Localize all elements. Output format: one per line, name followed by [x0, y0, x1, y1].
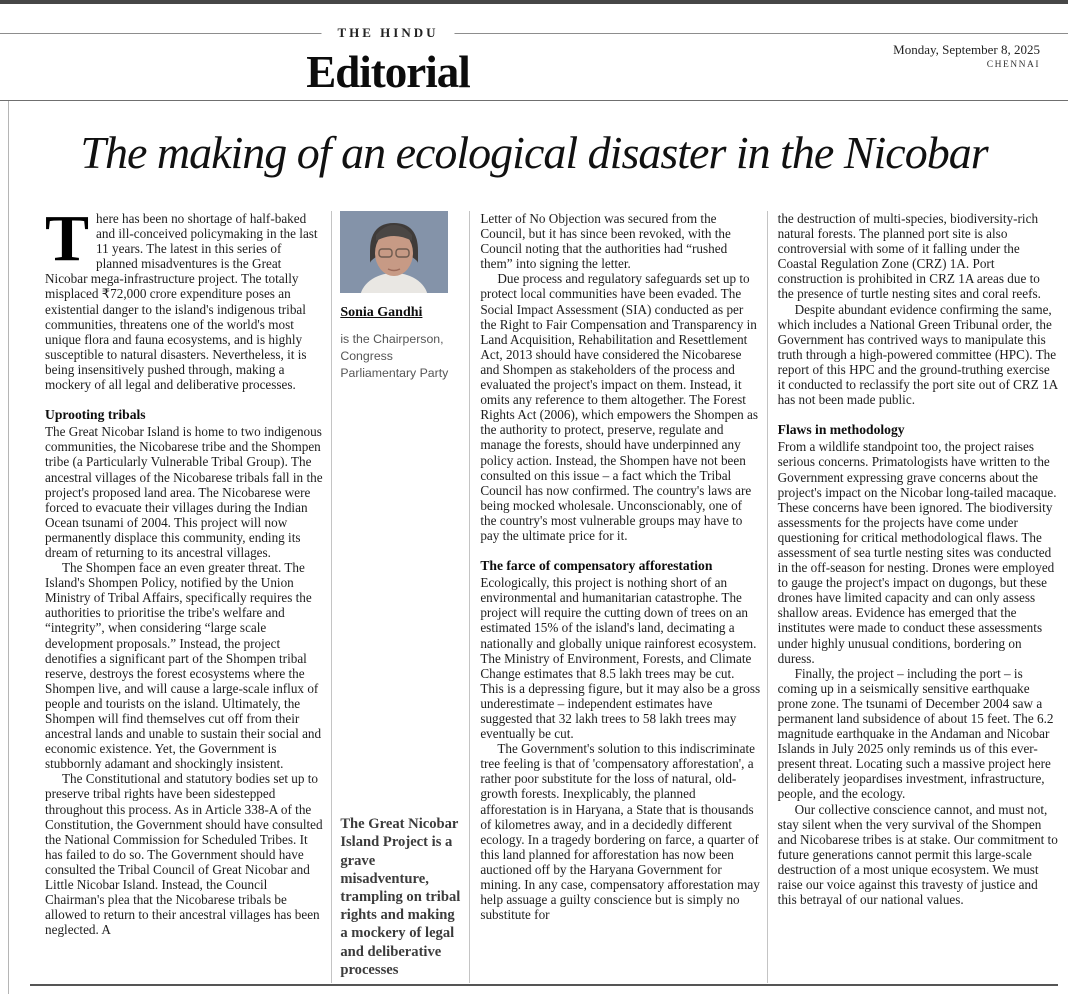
paragraph: Finally, the project – including the port – is coming up in a seismically sensitive earthquake prone zone. The tsunami of December 2004 saw a permanent land subsidence of about 15 feet. The 6.2 magnitude earthquake in the Andaman and Nicobar Islands in July 2025 only reminds us of this ever-present threat. Locating such a massive project here deliberately jeopardises investment, infrastructure, people, and the ecology.: [777, 665, 1054, 802]
dateline: [893, 42, 1040, 70]
text-column-3: [768, 211, 1058, 983]
paragraph: Ecologically, this project is nothing short of an environmental and humanitarian catastrophe. The project will require the cutting down of trees on an estimated 15% of the island's land, decimating a nationally and globally unique rainforest ecosystem. The Ministry of Environment, Forests, and Climate Change estimates that 8.5 lakh trees may be cut. This is a depressing figure, but it may also be a gross underestimate – independent estimates have suggested that 32 lakh trees to 58 lakh trees may eventually be cut.: [480, 575, 761, 742]
masthead-top-rule: [0, 33, 1068, 34]
page-bottom-rule: [30, 984, 1058, 986]
section-heading-compensatory-afforestation: The farce of compensatory afforestation: [480, 558, 713, 574]
paragraph: The Government's solution to this indiscriminate tree feeling is that of 'compensatory afforestation', a rather poor substitute for the loss of natural, old-growth forests. Inexplicably, the planned afforestation is in Haryana, a State that is thousands of kilometres away, and in a decidedly different ecology. In a tragedy bordering on farce, a quarter of this land planned for afforestation has now been auctioned off by the Haryana Government for mining. In any case, compensatory afforestation may help assuage a guilty conscience but is simply no substitute for: [480, 741, 760, 923]
section-title: Editorial: [306, 47, 470, 97]
paper-name: THE HINDU: [321, 25, 454, 41]
section-heading-flaws-in-methodology: Flaws in methodology: [777, 422, 905, 438]
text-column-1: [45, 211, 331, 983]
city-text: CHENNAI: [986, 60, 1040, 70]
paragraph: The Constitutional and statutory bodies set up to preserve tribal rights have been sidestepped throughout this process. As in Article 338-A of the Constitution, the Government should have consulted the National Commission for Scheduled Tribes. It has failed to do so. The Government should have consulted the Tribal Council of Great Nicobar and Little Nicobar Island. Instead, the Council Chairman's plea that the Nicobarese tribals be allowed to return to their ancestral villages has been neglected. A: [45, 771, 323, 938]
article-headline: The making of an ecological disaster in the Nicobar: [80, 127, 988, 178]
drop-cap: T: [45, 211, 90, 275]
paragraph: the destruction of multi-species, biodiversity-rich natural forests. The planned port site is also controversial with some of it falling under the Coastal Regulation Zone (CRZ) 1A. Port construction is prohibited in CRZ 1A areas due to the presence of turtle nesting sites and coral reefs.: [777, 211, 1041, 302]
paragraph: Our collective conscience cannot, and must not, stay silent when the very survival of the Shompen and Nicobarese tribes is at stake. Our commitment to future generations cannot permit this large-scale destruction of a most unique ecosystem. We must raise our voice against this travesty of justice and this betrayal of our national values.: [777, 801, 1058, 908]
text-column-2: [470, 211, 766, 983]
author-column: [332, 211, 469, 983]
paragraph: Despite abundant evidence confirming the same, which includes a National Green Tribunal order, the Government has contrived ways to manipulate this truth through a high-powered committee (HPC). The report of this HPC and the ground-truthing exercise it conducted to reclassify the port site out of CRZ 1A has not been made public.: [777, 301, 1058, 408]
page-left-edge-line: [8, 100, 9, 994]
article-body: [45, 211, 1058, 983]
author-photo: [340, 211, 448, 293]
paragraph: Letter of No Objection was secured from the Council, but it has since been revoked, with the Council noting that the authorities had “rushed them” into signing the letter.: [480, 211, 731, 272]
paragraph: The Shompen face an even greater threat. The Island's Shompen Policy, notified by the Union Ministry of Tribal Affairs, specifically requires the authorities to prioritise the tribe's welfare and “integrity”, when considering “large scale development proposals.” Instead, the project denotifies a significant part of the Shompen tribal reserve, destroys the forest ecosystems where the Shompen live, and will cause a large-scale influx of people and tourists on the island. Ultimately, the Shompen will find themselves cut off from their ancestral lands and unable to sustain their social and economic existence. Yet, the Government is stubbornly adamant and shockingly insistent.: [45, 560, 322, 772]
paragraph: The Great Nicobar Island is home to two indigenous communities, the Nicobarese tribe and the Shompen tribe (a Particularly Vulnerable Tribal Group). The ancestral villages of the Nicobarese tribals fall in the project's proposed land area. The Nicobarese were forced to evacuate their villages during the Indian Ocean tsunami of 2004. This project will now permanently displace this community, ending its dream of returning to its ancestral villages.: [45, 424, 323, 560]
author-name: Sonia Gandhi: [340, 305, 423, 320]
opening-paragraph-text: here has been no shortage of half-baked and ill-conceived policymaking in the last 11 years. The latest in this series of planned misadventures is the Great Nicobar mega-infrastructure project. The totally misplaced ₹72,000 crore expenditure poses an existential danger to the island's indigenous tribal communities, threatens one of the world's most unique flora and fauna ecosystems, and is highly susceptible to natural disasters. Nevertheless, it is being insensitively pushed through, making a mockery of all legal and deliberative processes.: [45, 211, 318, 393]
section-heading-uprooting-tribals: Uprooting tribals: [45, 407, 146, 423]
paragraph: From a wildlife standpoint too, the project raises serious concerns. Primatologists have written to the Government expressing grave concerns about the project's impact on the Nicobar long-tailed macaque. These concerns have been ignored. The biodiversity assessments for the projects have come under questioning for critical methodological flaws. The assessment of sea turtle nesting sites was conducted in the off-season for nesting. Drones were employed to gauge the project's impact on dugongs, but these drones have limited capacity and can only assess shallow areas. Evidence has emerged that the institutes were made to conduct these assessments under highly unusual conditions, bordering on duress.: [777, 439, 1057, 666]
pull-quote: The Great Nicobar Island Project is a grave misadventure, trampling on tribal rights and making a mockery of legal and deliberative processes: [340, 816, 461, 978]
opening-paragraph: [45, 211, 325, 392]
date-text: Monday, September 8, 2025: [893, 42, 1040, 57]
masthead-bottom-rule: [0, 100, 1068, 101]
paragraph: Due process and regulatory safeguards set up to protect local communities have been evaded. The Social Impact Assessment (SIA) conducted as per the Right to Fair Compensation and Transparency in Land Acquisition, Rehabilitation and Resettlement Act, 2013 should have considered the Nicobarese and Shompen as stakeholders of the process and evaluated the project's impact on them. Instead, it omits any reference to them altogether. The Forest Rights Act (2006), which empowers the Shompen as the authority to protect, preserve, regulate and manage the forests, should have underpinned any policy action. Instead, the Shompen have not been consulted on this issue – a fact which the Tribal Council has now confirmed. The country's laws are being mocked wholesale. Unconscionably, one of the country's most vulnerable groups may have to pay the ultimate price for it.: [480, 271, 758, 543]
author-role: is the Chairperson, Congress Parliamentary Party: [340, 332, 449, 380]
page-top-strip: [0, 0, 1068, 4]
